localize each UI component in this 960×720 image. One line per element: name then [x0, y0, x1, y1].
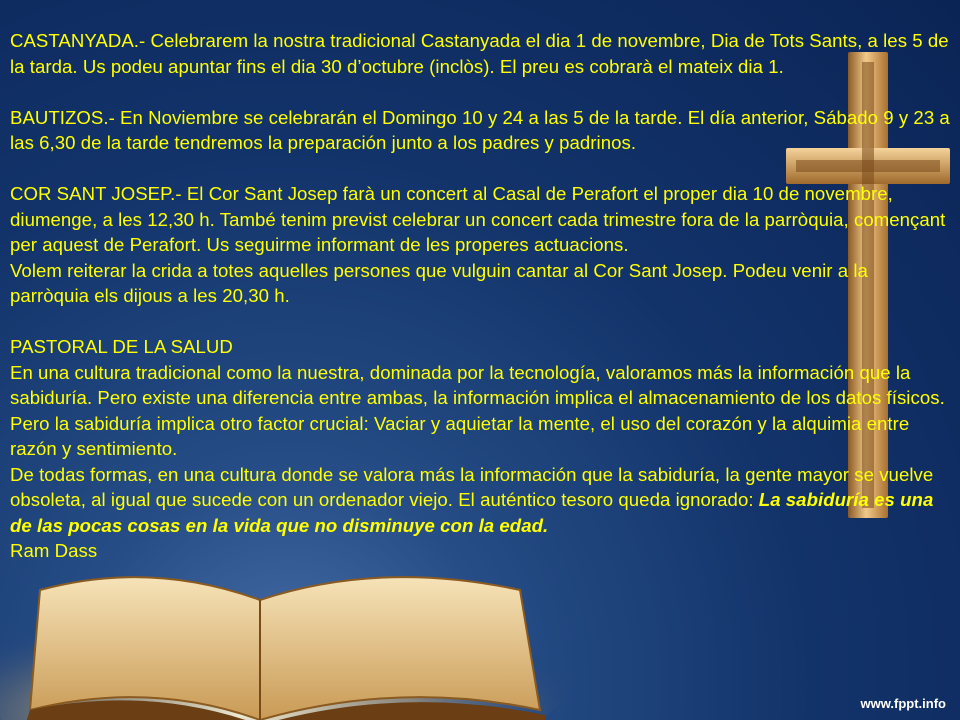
cor-body: El Cor Sant Josep farà un concert al Casal de Perafort el proper dia 10 de novembre, diumenge, a les 12,30 h. També tenim previst celebrar un concert cada trimestre fora de la parròquia, començant per aquest de Perafort. Us seguirme informant de les properes actuacions. — [10, 183, 946, 255]
pastoral-quote: La sabiduría es una de las pocas cosas en la vida que no disminuye con la edad. — [10, 489, 934, 536]
open-bible-image — [0, 560, 590, 720]
pastoral-body: En una cultura tradicional como la nuestra, dominada por la tecnología, valoramos más la información que la sabiduría. Pero existe una diferencia entre ambas, la información implica el almacenamiento de los datos físicos. Pero la sabiduría implica otro factor crucial: Vaciar y aquietar la mente, el uso del corazón y la alquimia entre razón y sentimiento. — [10, 361, 945, 459]
cor-heading: COR SANT JOSEP.- — [10, 183, 182, 204]
pastoral-heading: PASTORAL DE LA SALUD — [10, 336, 233, 357]
cor-paragraph-2: Volem reiterar la crida a totes aquelles persones que vulguin cantar al Cor Sant Josep. Podeu venir a la parròquia els dijous a les 20,30 h. — [10, 259, 868, 306]
pastoral-paragraph-2 — [10, 462, 950, 539]
pastoral-body-2: De todas formas, en una cultura donde se valora más la información que la sabiduría, la gente mayor se vuelve obsoleta, al igual que sucede con un ordenador viejo. El auténtico tesoro queda ignorado: — [10, 463, 934, 510]
quote-author: Ram Dass — [10, 540, 98, 561]
bautizos-heading: BAUTIZOS.- — [10, 106, 115, 128]
castanyada-body: Celebrarem la nostra tradicional Castanyada el dia 1 de novembre, Dia de Tots Sants, a les 5 de la tarda. Us podeu apuntar fins el dia 30 d’octubre (inclòs). El preu es cobrarà el mateix dia 1. — [10, 30, 949, 77]
footer-site: www.fppt.info — [860, 696, 946, 711]
bautizos-body: En Noviembre se celebrarán el Domingo 10 y 24 a las 5 de la tarde. El día anterior, Sábado 9 y 23 a las 6,30 de la tarde tendremos la preparación junto a los padres y padrinos. — [10, 106, 950, 153]
cor-paragraph — [10, 181, 950, 258]
announcement-text — [10, 28, 950, 564]
castanyada-paragraph — [10, 28, 950, 79]
bautizos-paragraph — [10, 105, 950, 156]
castanyada-heading: CASTANYADA.- — [10, 30, 146, 51]
